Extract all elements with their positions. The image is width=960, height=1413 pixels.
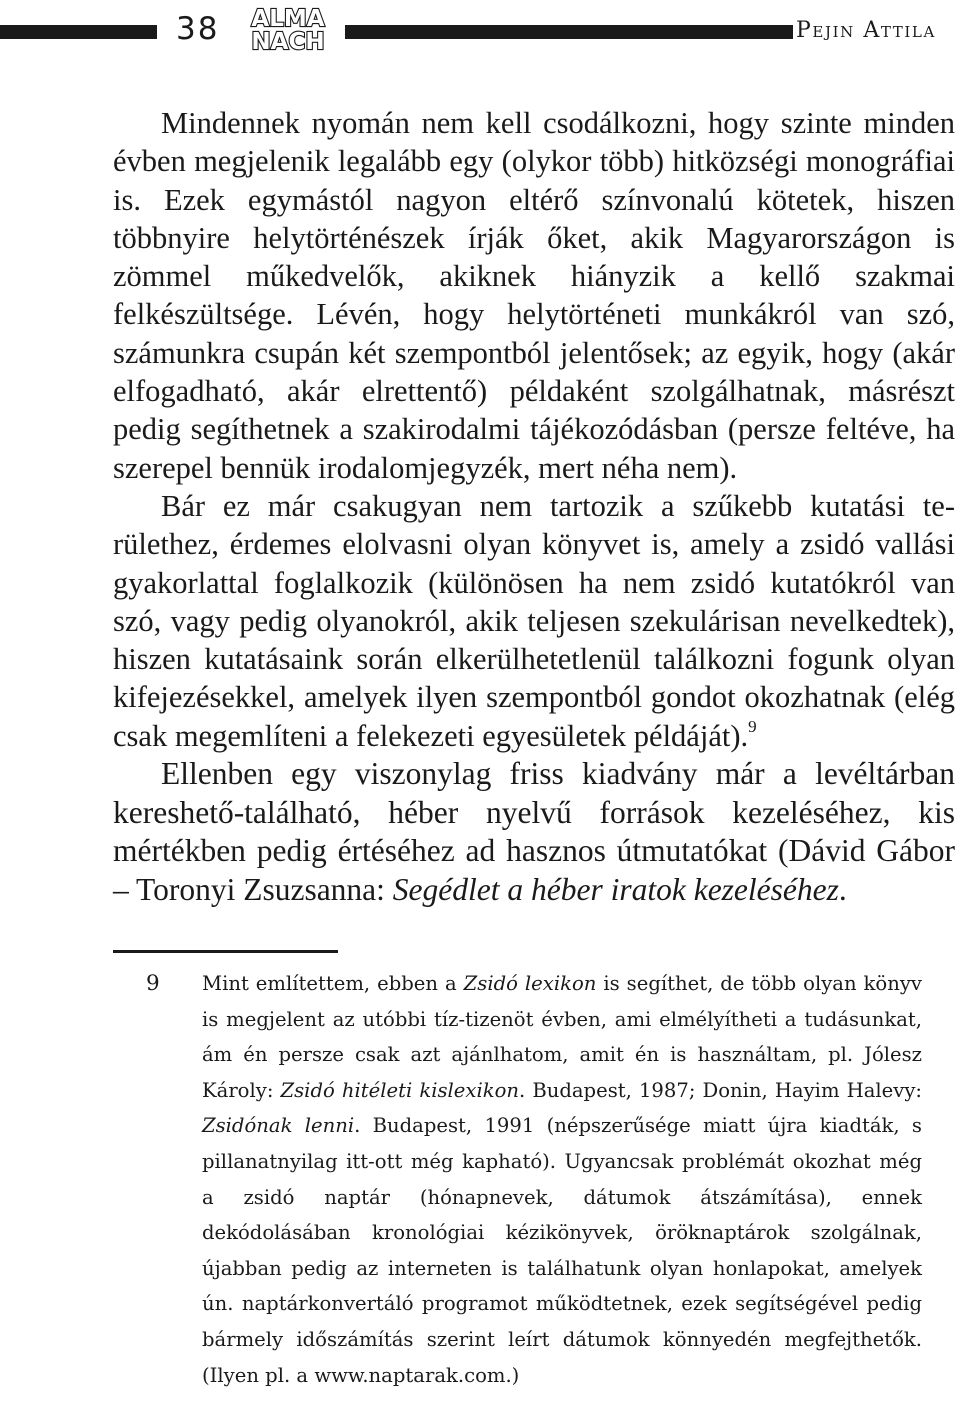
- book-title: Segédlet a héber iratok kezeléséhez: [392, 871, 839, 907]
- header-rule-left: [0, 25, 157, 39]
- almanach-logo: [245, 4, 331, 52]
- footnote: [146, 966, 954, 1393]
- paragraph-text: Ellenben egy viszonylag friss kiadvány már a levéltárban kereshető-található, héber nyelvű források kezeléséhez, kis mértékben pedig értéséhez ad hasznos útmutatókat (Dávid Gábor – Toronyi Zsuzsanna:: [113, 756, 955, 907]
- footnote-text: [202, 966, 922, 1393]
- running-header: [0, 0, 960, 60]
- header-rule-right: [345, 25, 793, 39]
- paragraph: [113, 104, 955, 487]
- paragraph-text: Mindennek nyomán nem kell csodálkozni, hogy szinte minden évben megjelenik legalább egy (olykor több) hitközségi monográfiai is. Ezek egymástól nagyon eltérő színvonalú kötetek, hiszen többnyire helytörténészek írják őket, akik Magyarországon is zömmel műkedvelők, akiknek hiányzik a kellő szakmai felkészültsége. Lévén, hogy helytörténeti munkákról van szó, számunkra csupán két szempontból jelentősek; az egyik, hogy (akár elfogadható, akár elrettentő) példaként szolgálhatnak, másrészt pedig segíthetnek a szakirodalmi tájékozódásban (persze feltéve, ha szerepel bennük irodalomjegyzék, mert néha nem).: [113, 106, 955, 485]
- footnote-reference[interactable]: 9: [748, 716, 757, 736]
- footnote-number: 9: [146, 971, 160, 996]
- footnote-text-run: Mint említettem, ebben a: [202, 972, 464, 995]
- paragraph-text: Bár ez már csakugyan nem tartozik a szűkebb kutatási területhez, érdemes elolvasni olyan könyvet is, amely a zsidó vallási gyakorlattal foglalkozik (különösen ha nem zsidó kutatókról van szó, vagy pedig olyanokról, akik teljesen szekulárisan nevelkedtek), hiszen kutatásaink során elkerülhetetlenül találkozni fogunk olyan kifejezésekkel, amelyek ilyen szempontból gondot okozhatnak (elég csak megemlíteni a felekezeti egyesületek példáját).: [113, 488, 955, 753]
- footnote-title: Zsidónak lenni: [202, 1114, 355, 1138]
- paragraph: [113, 755, 955, 909]
- footnote-rule: [113, 950, 338, 953]
- logo-line-2: NACH: [251, 29, 325, 52]
- logo-line-1: ALMA: [251, 6, 325, 32]
- body-text: [113, 104, 955, 909]
- running-author: Pejin Attila: [796, 18, 936, 43]
- paragraph-text-end: .: [838, 871, 847, 907]
- footnote-title: Zsidó hitéleti kislexikon: [280, 1078, 519, 1102]
- paragraph: [113, 487, 955, 755]
- footnote-title: Zsidó lexikon: [463, 972, 597, 995]
- footnote-text-run: . Budapest, 1987; Donin, Hayim Halevy:: [519, 1078, 922, 1102]
- footnote-text-run: . Budapest, 1991 (népszerűsége miatt újra kiadták, s pillanatnyilag itt-ott még kapható). Ugyancsak problémát okozhat még a zsidó naptár (hónapnevek, dátumok átszámítása), ennek dekódolásában kronológiai kézikönyvek, öröknaptárok szolgálnak, újabban pedig az interneten is találhatunk olyan honlapokat, amelyek ún. naptárkonvertáló programot működtetnek, ezek segítségével pedig bármely időszámítás szerint leírt dátumok könnyedén megfejthetők. (Ilyen pl. a www.naptarak.com.): [202, 1114, 922, 1387]
- page-number: 38: [176, 11, 220, 47]
- footnote-text-run: is segíthet, de több olyan könyv is megjelent az utóbbi tíz-tizenöt évben, ami elmélyítheti a tudásunkat, ám én persze csak azt ajánlhatom, amit én is használtam, pl. Jólesz Károly:: [202, 972, 922, 1102]
